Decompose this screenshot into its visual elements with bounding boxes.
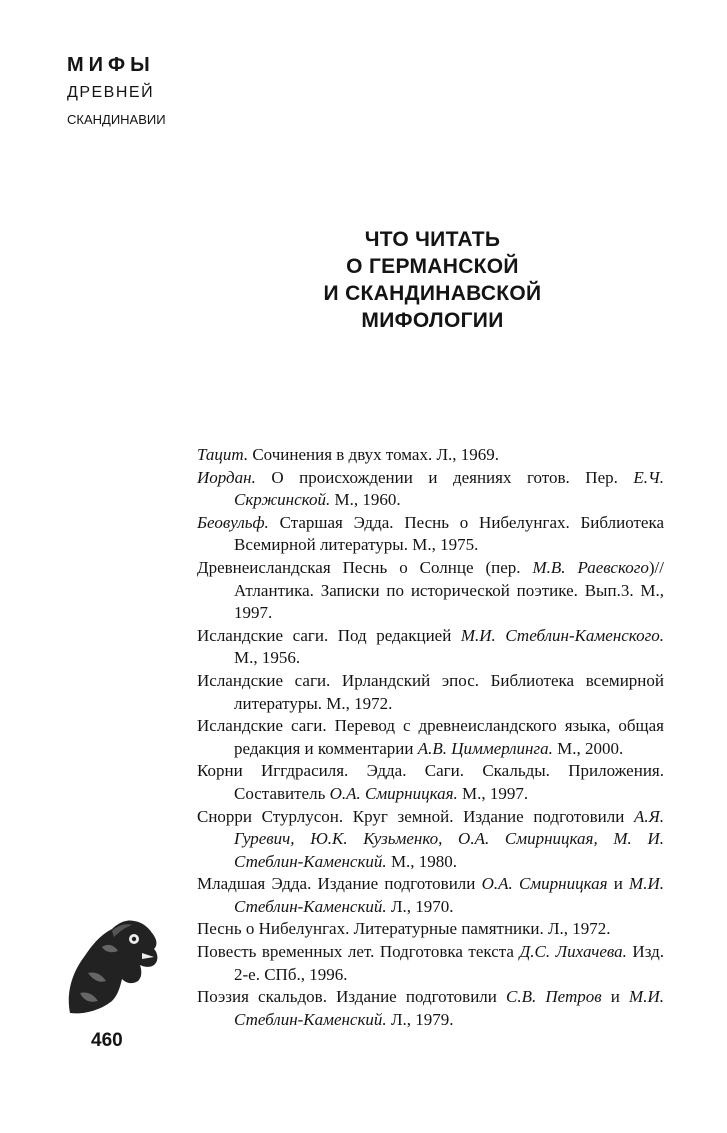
bibliography-entry — [197, 512, 664, 557]
entry-editor: А.Я. Гуревич, Ю.К. Кузьменко, О.А. Смирницкая, М. И. Стеблин-Каменский. — [234, 806, 664, 871]
entry-tail: и — [607, 874, 630, 894]
running-header-line-3: СКАНДИНАВИИ — [67, 112, 166, 127]
entry-text: Сочинения в двух томах. Л., 1969. — [248, 445, 500, 464]
entry-text: Древнеисландская Песнь о Солнце (пер. — [197, 557, 533, 577]
running-header-line-1: МИФЫ — [67, 54, 155, 76]
entry-editor: О.А. Смирницкая. — [329, 783, 458, 803]
bibliography-entry — [197, 806, 664, 874]
entry-text: Снорри Стурлусон. Круг земной. Издание подготовили — [197, 806, 634, 826]
heading-line-3: И СКАНДИНАВСКОЙ — [323, 282, 542, 305]
bibliography-entry — [197, 941, 664, 986]
entry-editor: М.В. Раевского — [532, 557, 649, 577]
entry-editor: С.В. Петров — [506, 987, 602, 1007]
running-header — [67, 52, 177, 132]
heading-line-4: МИФОЛОГИИ — [361, 309, 504, 332]
bibliography-entry — [197, 918, 664, 941]
entry-tail-2: Л., 1979. — [386, 1009, 454, 1029]
bibliography-list — [197, 444, 664, 1031]
entry-editor: Е.Ч. Скржинской. — [234, 467, 664, 510]
page-number: 460 — [91, 1030, 123, 1051]
entry-tail: М., 1980. — [386, 851, 458, 871]
entry-text: Повесть временных лет. Подготовка текста — [197, 942, 520, 962]
entry-editor-2: М.И. Стеблин-Каменский. — [234, 874, 664, 916]
entry-tail: М., 1956. — [234, 648, 301, 668]
entry-text: Песнь о Нибелунгах. Литературные памятники. Л., 1972. — [197, 919, 611, 939]
bibliography-entry — [197, 557, 664, 625]
bibliography-entry — [197, 625, 664, 670]
entry-tail: М., 2000. — [552, 738, 624, 758]
bibliography-entry — [197, 715, 664, 760]
entry-author: Тацит. — [197, 445, 249, 464]
heading-line-2: О ГЕРМАНСКОЙ — [346, 255, 519, 278]
bibliography-entry — [197, 670, 664, 715]
entry-text: Младшая Эдда. Издание подготовили — [197, 874, 482, 894]
entry-text: Корни Иггдрасиля. Эдда. Саги. Скальды. Приложения. Составитель — [197, 761, 664, 803]
entry-editor: А.В. Циммерлинга. — [417, 738, 553, 758]
entry-text: Старшая Эдда. Песнь о Нибелунгах. Библиотека Всемирной литературы. М., 1975. — [234, 512, 664, 555]
entry-editor: М.И. Стеблин-Каменского. — [460, 625, 664, 645]
entry-tail: )// Атлантика. Записки по исторической поэтике. Вып.3. М., 1997. — [234, 557, 664, 623]
entry-tail: Изд. 2-е. СПб., 1996. — [234, 942, 664, 984]
entry-text: Исландские саги. Под редакцией — [197, 625, 461, 645]
bibliography-entry — [197, 444, 664, 467]
section-heading — [290, 226, 575, 334]
bibliography-entry — [197, 760, 664, 805]
entry-editor: О.А. Смирницкая — [481, 874, 608, 894]
bibliography-entry — [197, 873, 664, 918]
entry-tail-2: Л., 1970. — [386, 896, 454, 916]
entry-tail: М., 1960. — [330, 490, 401, 510]
entry-tail: и — [601, 987, 630, 1007]
entry-tail: М., 1997. — [457, 783, 529, 803]
entry-text: Исландские саги. Перевод с древнеисландского языка, общая редакция и комментарии — [197, 716, 664, 758]
heading-line-1: ЧТО ЧИТАТЬ — [364, 228, 501, 251]
entry-text: Поэзия скальдов. Издание подготовили — [197, 987, 507, 1007]
dragon-head-icon — [62, 913, 162, 1018]
entry-editor: Д.С. Лихачева. — [519, 942, 627, 962]
entry-text: О происхождении и деяниях готов. Пер. — [255, 467, 634, 487]
entry-author: Иордан. — [197, 467, 256, 487]
entry-editor-2: М.И. Стеблин-Каменский. — [234, 987, 664, 1029]
bibliography-entry — [197, 986, 664, 1031]
bibliography-entry — [197, 467, 664, 512]
entry-text: Исландские саги. Ирландский эпос. Библиотека всемирной литературы. М., 1972. — [197, 670, 664, 713]
entry-author: Беовульф. — [197, 512, 269, 532]
running-header-line-2: ДРЕВНЕЙ — [67, 84, 155, 101]
